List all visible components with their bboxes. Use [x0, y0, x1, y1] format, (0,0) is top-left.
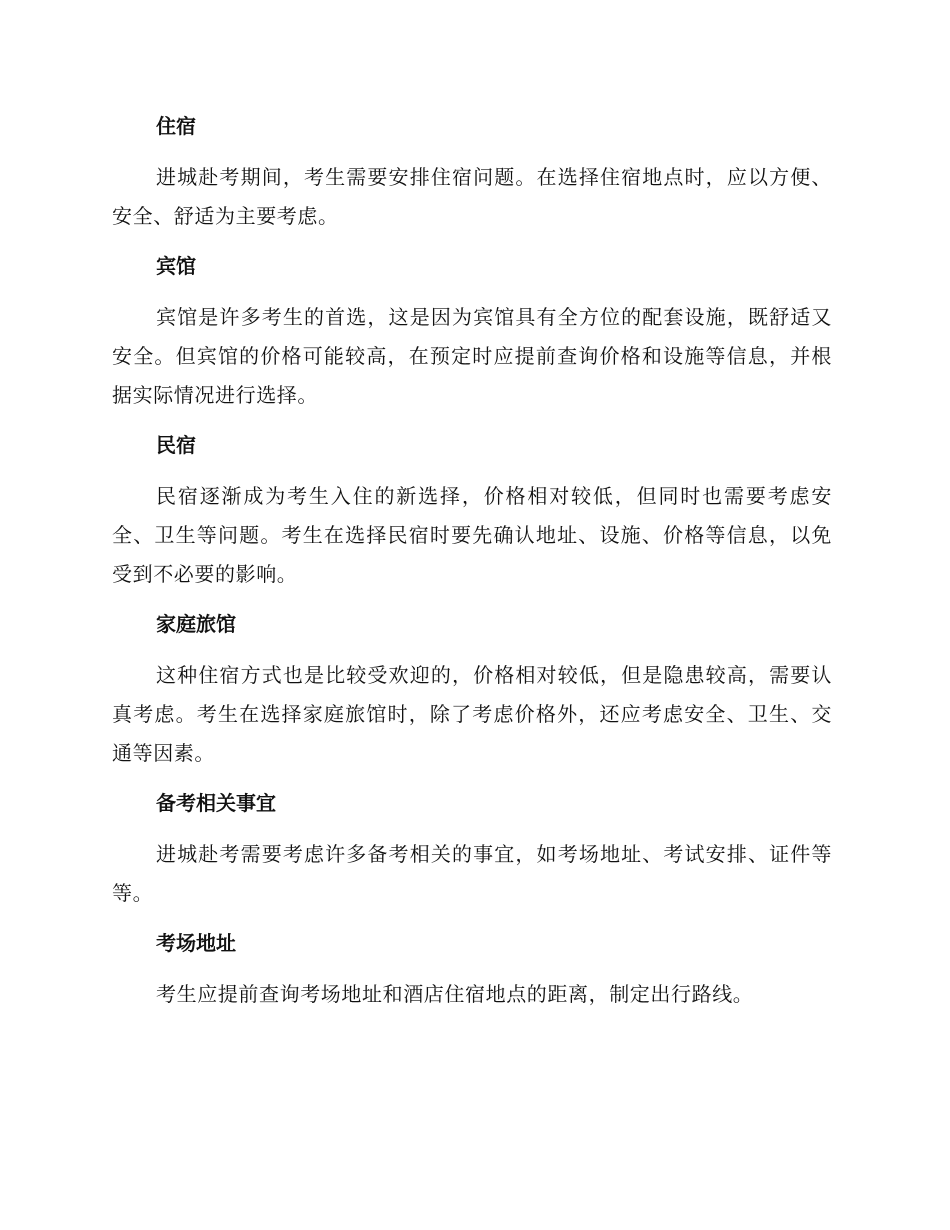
- section-body-homestay: 民宿逐渐成为考生入住的新选择，价格相对较低，但同时也需要考虑安全、卫生等问题。考生在选择民宿时要先确认地址、设施、价格等信息，以免受到不必要的影响。: [112, 484, 832, 586]
- section-body-hotel: 宾馆是许多考生的首选，这是因为宾馆具有全方位的配套设施，既舒适又安全。但宾馆的价格可能较高，在预定时应提前查询价格和设施等信息，并根据实际情况进行选择。: [112, 305, 832, 407]
- section-heading-family-inn: 家庭旅馆: [156, 612, 236, 636]
- section-body-family-inn: 这种住宿方式也是比较受欢迎的，价格相对较低，但是隐患较高，需要认真考虑。考生在选择家庭旅馆时，除了考虑价格外，还应考虑安全、卫生、交通等因素。: [112, 663, 832, 765]
- section-heading-exam-prep: 备考相关事宜: [156, 791, 276, 815]
- section-heading-exam-venue: 考场地址: [156, 931, 236, 955]
- section-body-exam-prep: 进城赴考需要考虑许多备考相关的事宜，如考场地址、考试安排、证件等等。: [112, 842, 832, 905]
- document-page: [112, 108, 832, 1026]
- section-heading-accommodation: 住宿: [156, 114, 196, 138]
- section-heading-homestay: 民宿: [156, 433, 196, 457]
- section-body-exam-venue: 考生应提前查询考场地址和酒店住宿地点的距离，制定出行路线。: [156, 982, 754, 1006]
- section-heading-hotel: 宾馆: [156, 254, 196, 278]
- section-body-accommodation: 进城赴考期间，考生需要安排住宿问题。在选择住宿地点时，应以方便、安全、舒适为主要考虑。: [112, 165, 832, 228]
